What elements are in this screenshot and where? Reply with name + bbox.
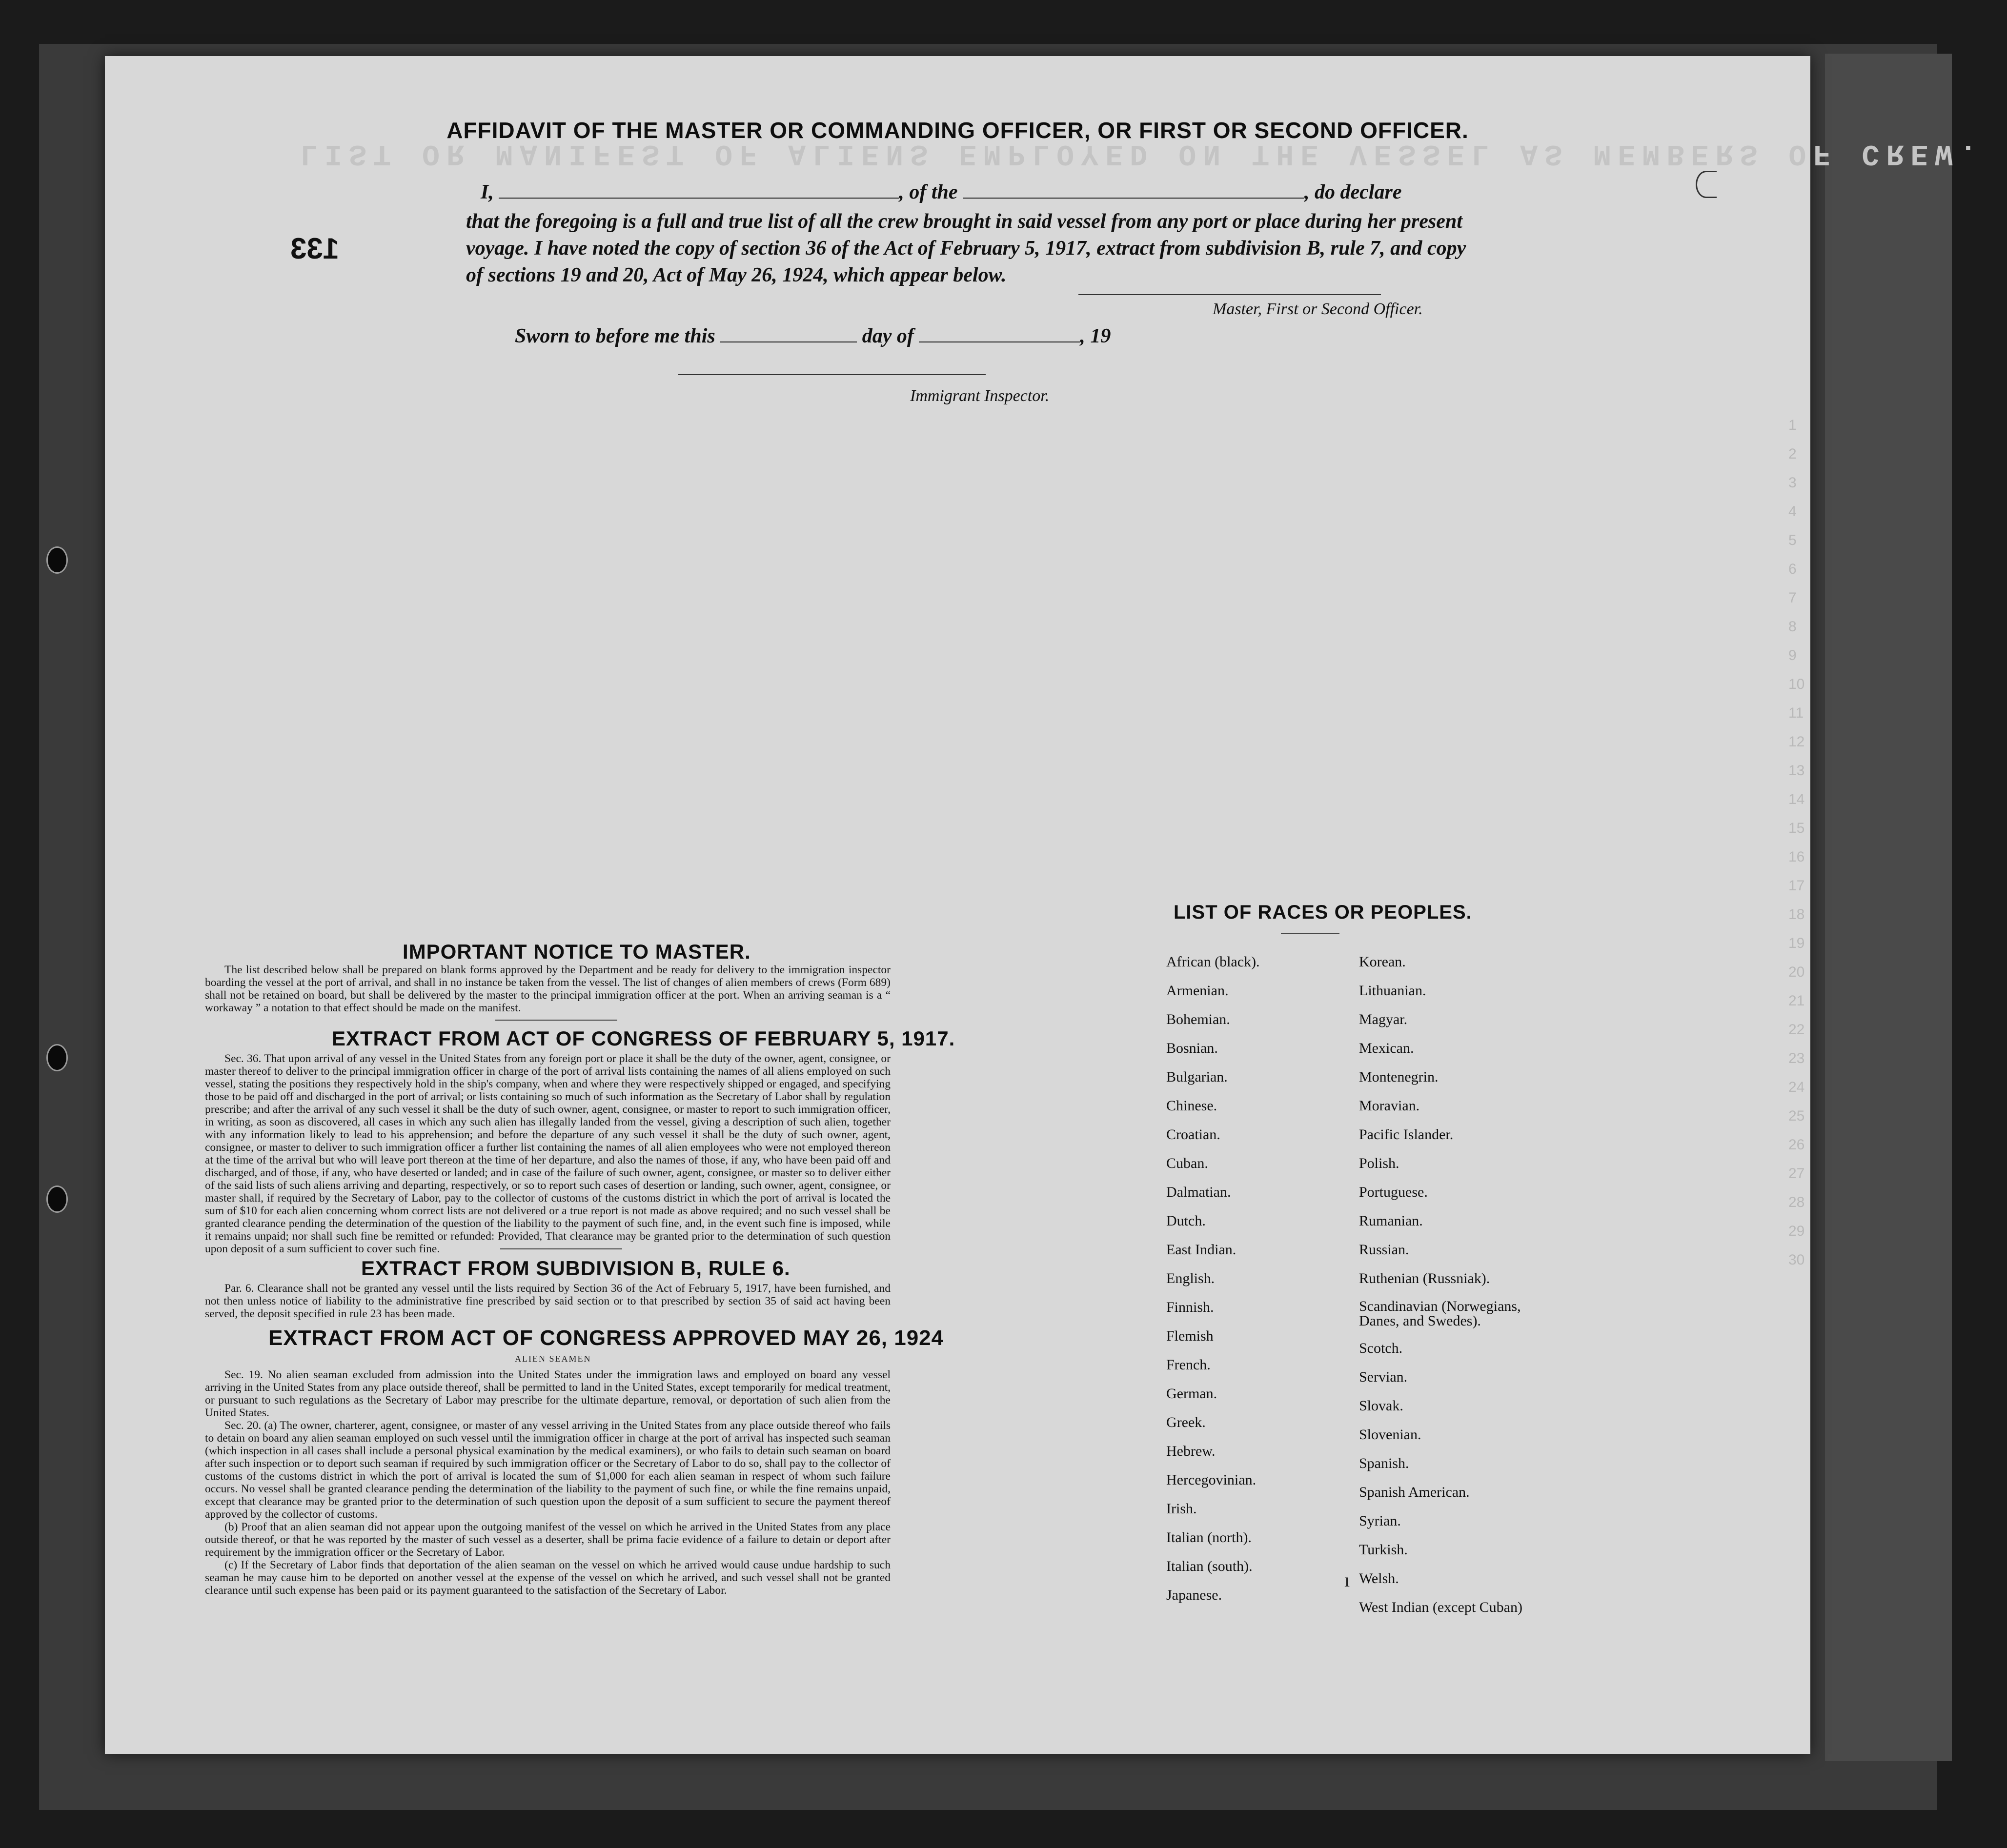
race-item: African (black). [1166,954,1260,970]
race-item: Mexican. [1359,1040,1414,1056]
ghost-row-number: 6 [1788,561,1797,577]
race-item: Slovenian. [1359,1426,1421,1443]
ghost-row-number: 25 [1788,1108,1805,1124]
ghost-row-number: 28 [1788,1194,1805,1210]
extract-1924-body [205,1368,891,1597]
race-item: Pacific Islander. [1359,1126,1454,1143]
inspector-caption: Immigrant Inspector. [910,387,1050,405]
affidavit-line-3: voyage. I have noted the copy of section 36 of the Act of February 5, 1917, extract from subdivision B, rule 7, and copy [466,237,1466,260]
race-item: Lithuanian. [1359,983,1426,999]
binder-hole [46,1044,68,1071]
race-item: Rumanian. [1359,1213,1423,1229]
race-item: Turkish. [1359,1542,1408,1558]
race-item: Italian (north). [1166,1529,1252,1546]
ghost-row-number: 17 [1788,878,1805,894]
race-item: Russian. [1359,1242,1409,1258]
stray-mark: ı [1344,1569,1350,1591]
ghost-row-number: 23 [1788,1050,1805,1066]
race-item: French. [1166,1357,1211,1373]
sworn-day-of: day of [862,325,914,347]
race-item: Portuguese. [1359,1184,1428,1200]
vessel-blank[interactable] [963,197,1304,199]
affidavit-line-2: that the foregoing is a full and true list of all the crew brought in said vessel from any port or place during her present [466,210,1462,233]
ghost-row-number: 3 [1788,475,1797,491]
race-item: Polish. [1359,1155,1399,1171]
ghost-row-number: 1 [1788,417,1797,433]
ghost-bleed-title: LIST OR MANIFEST OF ALIENS EMPLOYED ON THE VESSEL AS MEMBERS OF CREW. [300,137,1984,170]
race-item: English. [1166,1270,1215,1286]
race-item: Japanese. [1166,1587,1222,1603]
ghost-row-number: 24 [1788,1079,1805,1095]
race-item: Cuban. [1166,1155,1208,1171]
name-blank[interactable] [499,197,899,199]
sworn-prefix: Sworn to before me this [515,325,715,347]
ghost-row-number: 10 [1788,676,1805,692]
ghost-row-number: 15 [1788,820,1805,836]
ghost-row-number: 29 [1788,1223,1805,1239]
ghost-row-number: 8 [1788,619,1797,635]
race-item: Finnish. [1166,1299,1214,1315]
ghost-row-number: 19 [1788,935,1805,951]
affidavit-title: AFFIDAVIT OF THE MASTER OR COMMANDING OFFICER, OR FIRST OR SECOND OFFICER. [446,118,1469,143]
scan-shadow-strip [1825,54,1952,1761]
extract-1917-body: Sec. 36. That upon arrival of any vessel in the United States from any foreign port or place it shall be the duty of the owner, agent, consignee, or master thereof to deliver to the principal immigration officer in charge of the port of arrival lists containing the names of all aliens employed on such vessel, stating the positions they respectively hold in the ship's company, when and where they were respectively shipped or engaged, and specifying those to be paid off and discharged in the port of arrival; or lists containing so much of such information as the Secretary of Labor shall by regulation prescribe; and after the arrival of any such vessel it shall be the duty of such owner, agent, consignee, or master to report to such immigration officer, in writing, as soon as discovered, all cases in which any such alien has illegally landed from the vessel, giving a description of such alien, together with any information likely to lead to his apprehension; and before the departure of any such vessel it shall be the duty of such owner, agent, consignee, or master to deliver to such immigration officer a further list containing the names of all alien employees who were not employed thereon at the time of the arrival but who will leave port thereon at the time of her departure, and also the names of those, if any, who have been paid off and discharged, and of those, if any, who have deserted or landed; and in case of the failure of such owner, agent, consignee, or master so to deliver either of the said lists of such aliens arriving and departing, respectively, or so to report such cases of desertion or landing, such owner, agent, consignee, or master shall, if required by the Secretary of Labor, pay to the collector of customs of the customs district in which the port of arrival is located the sum of $10 for each alien concerning whom correct lists are not delivered or a true report is not made as above required; and no such vessel shall be granted clearance pending the determination of the question of the liability to the payment of such fine, and, in the event such fine is imposed, while it remains unpaid; nor shall such fine be remitted or refunded: Provided, That clearance may be granted prior to the determination of such question upon deposit of a sum sufficient to cover such fine. [205,1052,891,1255]
alien-seamen-subtitle: ALIEN SEAMEN [515,1354,591,1364]
race-item: Flemish [1166,1328,1214,1344]
race-item: Italian (south). [1166,1558,1253,1574]
race-item: East Indian. [1166,1242,1237,1258]
extract-1917-title: EXTRACT FROM ACT OF CONGRESS OF FEBRUARY 5, 1917. [332,1027,955,1050]
race-item: Slovak. [1359,1398,1403,1414]
race-item: Dutch. [1166,1213,1206,1229]
notice-body: The list described below shall be prepared on blank forms approved by the Department and be ready for delivery to the immigration inspector boarding the vessel at the port of arrival, and shall in no instance be taken from the vessel. The list of changes of alien members of crews (Form 689) shall not be retained on board, but shall be delivered by the master to the principal immigration officer at the port. When an arriving seaman is a “ workaway ” a notation to that effect should be made on the manifest. [205,964,891,1014]
ghost-row-number: 20 [1788,964,1805,980]
race-item: Welsh. [1359,1570,1399,1587]
race-item: Scandinavian (Norwegians, Danes, and Swedes). [1359,1298,1521,1329]
race-item: Magyar. [1359,1011,1408,1027]
sworn-line [515,324,1111,348]
sworn-day-blank[interactable] [720,341,857,342]
ghost-row-number: 9 [1788,647,1797,663]
race-item: Bohemian. [1166,1011,1230,1027]
sworn-year: , 19 [1080,325,1111,347]
notice-title: IMPORTANT NOTICE TO MASTER. [403,940,751,963]
ghost-row-number: 7 [1788,590,1797,606]
race-item: German. [1166,1386,1217,1402]
races-divider [1281,933,1339,934]
stray-mark [1696,171,1717,198]
ghost-row-number: 22 [1788,1022,1805,1038]
race-item: Servian. [1359,1369,1408,1385]
race-item: Bulgarian. [1166,1069,1228,1085]
race-item: Hercegovinian. [1166,1472,1257,1488]
master-caption: Master, First or Second Officer. [1213,300,1423,318]
ghost-row-number: 18 [1788,906,1805,923]
section-divider [500,1248,622,1249]
section-divider [495,1020,617,1021]
race-item: Scotch. [1359,1340,1403,1356]
race-item: Spanish. [1359,1455,1409,1471]
ghost-row-number: 26 [1788,1137,1805,1153]
race-item: Irish. [1166,1501,1197,1517]
race-item: Montenegrin. [1359,1069,1439,1085]
binder-hole [46,1185,68,1213]
ghost-row-number: 11 [1788,705,1804,721]
sec-20-a: Sec. 20. (a) The owner, charterer, agent, consignee, or master of any vessel arriving in the United States from any place outside thereof who fails to detain on board any alien seaman employed on such vessel until the immigration officer in charge at the port of arrival has inspected such seaman (which inspection in all cases shall include a personal physical examination by the medical examiners), or who fails to detain such seaman on board after such inspection or to deport such seaman if required by such immigration officer or the Secretary of Labor to do so, shall pay to the collector of customs of the customs district in which the port of arrival is located the sum of $1,000 for each alien seaman in respect of whom such failure occurs. No vessel shall be granted clearance pending the determination of the liability to the payment of such fine, or while the fine remains unpaid, except that clearance may be granted prior to the determination of such question upon the deposit of a sum sufficient to secure the payment thereof approved by the collector of customs. [205,1419,891,1521]
sec-20-b: (b) Proof that an alien seaman did not appear upon the outgoing manifest of the vessel on which he arrived in the United States from any place outside thereof, or that he was reported by the master of such vessel as a deserter, shall be prima facie evidence of a failure to detain or deport after requirement by the immigration officer or the Secretary of Labor. [205,1521,891,1559]
extract-rule6-body: Par. 6. Clearance shall not be granted any vessel until the lists required by Section 36 of the Act of February 5, 1917, have been furnished, and not then unless notice of liability to the administrative fine prescribed by said section or to that prescribed by section 35 of said act having been served, the deposit specified in rule 23 has been made. [205,1282,891,1320]
ghost-row-number: 16 [1788,849,1805,865]
extract-rule6-title: EXTRACT FROM SUBDIVISION B, RULE 6. [361,1257,791,1280]
ghost-row-number: 4 [1788,503,1797,520]
race-item: Chinese. [1166,1098,1217,1114]
affidavit-line-4: of sections 19 and 20, Act of May 26, 1924, which appear below. [466,264,1007,286]
affidavit-line-1 [481,181,1401,204]
race-item: Syrian. [1359,1513,1401,1529]
sworn-month-blank[interactable] [919,341,1080,342]
race-item: Ruthenian (Russniak). [1359,1270,1490,1286]
ghost-row-number: 27 [1788,1165,1805,1182]
sec-19: Sec. 19. No alien seaman excluded from admission into the United States under the immigration laws and employed on board any vessel arriving in the United States from any place outside thereof, shall be permitted to land in the United States, except temporarily for medical treatment, or pursuant to such regulations as the Secretary of Labor may prescribe for the ultimate departure, removal, or deportation of such alien from the United States. [205,1368,891,1419]
race-item: West Indian (except Cuban) [1359,1599,1522,1615]
binder-hole [46,546,68,574]
race-item: Korean. [1359,954,1406,970]
race-item: Hebrew. [1166,1443,1216,1459]
race-item: Armenian. [1166,983,1229,999]
races-title: LIST OF RACES OR PEOPLES. [1174,902,1472,923]
ghost-row-number: 5 [1788,532,1797,548]
ghost-row-number: 12 [1788,734,1805,750]
ghost-row-number: 2 [1788,446,1797,462]
race-item: Croatian. [1166,1126,1220,1143]
ghost-row-number: 13 [1788,763,1805,779]
affidavit-of-the: , of the [899,181,958,203]
ghost-row-number: 14 [1788,791,1805,807]
ghost-row-number: 21 [1788,993,1805,1009]
race-item: Moravian. [1359,1098,1420,1114]
sheet-number: 133 [290,232,340,265]
race-item: Bosnian. [1166,1040,1218,1056]
race-item: Spanish American. [1359,1484,1470,1500]
sec-20-c: (c) If the Secretary of Labor finds that deportation of the alien seaman on the vessel on which he arrived would cause undue hardship to such seaman he may cause him to be deported on another vessel at the expense of the vessel on which he arrived, and such vessel shall not be granted clearance until such expense has been paid or its payment guaranteed to the satisfaction of the Secretary of Labor. [205,1559,891,1597]
inspector-signature-line[interactable] [678,374,986,375]
race-item: Greek. [1166,1414,1206,1430]
affidavit-i: I, [481,181,494,203]
affidavit-declare: , do declare [1304,181,1402,203]
race-item: Dalmatian. [1166,1184,1231,1200]
document-sheet [105,56,1984,1754]
ghost-row-number: 30 [1788,1252,1805,1268]
master-signature-line[interactable] [1078,294,1381,295]
extract-1924-title: EXTRACT FROM ACT OF CONGRESS APPROVED MAY 26, 1924 [268,1326,944,1350]
